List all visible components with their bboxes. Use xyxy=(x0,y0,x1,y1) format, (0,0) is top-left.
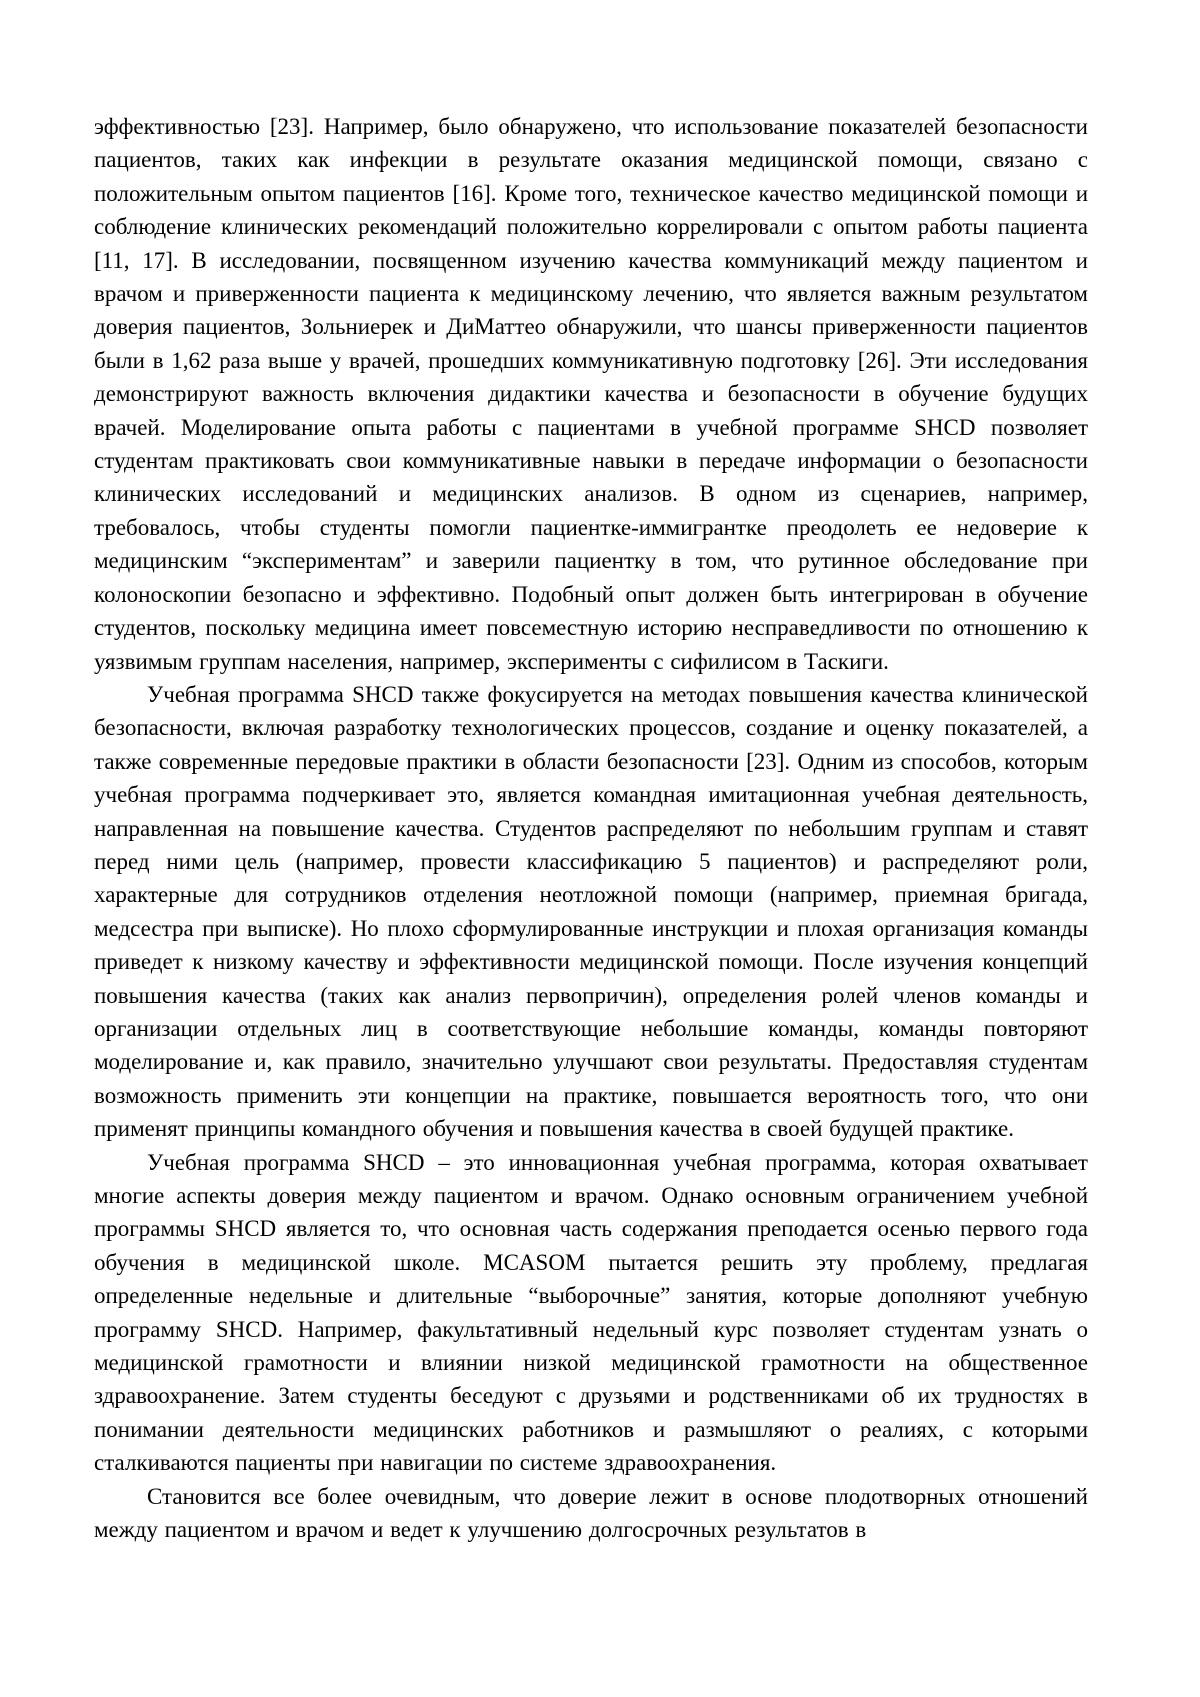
paragraph-4: Становится все более очевидным, что доверие лежит в основе плодотворных отношений между пациентом и врачом и ведет к улучшению долгосрочных результатов в xyxy=(94,1483,1088,1543)
paragraph-3: Учебная программа SHCD – это инновационная учебная программа, которая охватывает многие аспекты доверия между пациентом и врачом. Однако основным ограничением учебной программы SHCD является то, что основная часть содержания преподается осенью первого года обучения в медицинской школе. MCASOM пытается решить эту проблему, предлагая определенные недельные и длительные “выборочные” занятия, которые дополняют учебную программу SHCD. Например, факультативный недельный курс позволяет студентам узнать о медицинской грамотности и влиянии низкой медицинской грамотности на общественное здравоохранение. Затем студенты беседуют с друзьями и родственниками об их трудностях в понимании деятельности медицинских работников и размышляют о реалиях, с которыми сталкиваются пациенты при навигации по системе здравоохранения. xyxy=(94,1149,1088,1476)
paragraph-2: Учебная программа SHCD также фокусируется на методах повышения качества клинической безопасности, включая разработку технологических процессов, создание и оценку показателей, а также современные передовые практики в области безопасности [23]. Одним из способов, которым учебная программа подчеркивает это, является командная имитационная учебная деятельность, направленная на повышение качества. Студентов распределяют по небольшим группам и ставят перед ними цель (например, провести классификацию 5 пациентов) и распределяют роли, характерные для сотрудников отделения неотложной помощи (например, приемная бригада, медсестра при выписке). Но плохо сформулированные инструкции и плохая организация команды приведет к низкому качеству и эффективности медицинской помощи. После изучения концепций повышения качества (таких как анализ первопричин), определения ролей членов команды и организации отдельных лиц в соответствующие небольшие команды, команды повторяют моделирование и, как правило, значительно улучшают свои результаты. Предоставляя студентам возможность применить эти концепции на практике, повышается вероятность того, что они применят принципы командного обучения и повышения качества в своей будущей практике. xyxy=(94,681,1088,1142)
paragraph-1: эффективностью [23]. Например, было обнаружено, что использование показателей безопасности пациентов, таких как инфекции в результате оказания медицинской помощи, связано с положительным опытом пациентов [16]. Кроме того, техническое качество медицинской помощи и соблюдение клинических рекомендаций положительно коррелировали с опытом работы пациента [11, 17]. В исследовании, посвященном изучению качества коммуникаций между пациентом и врачом и приверженности пациента к медицинскому лечению, что является важным результатом доверия пациентов, Зольниерек и ДиМаттео обнаружили, что шансы приверженности пациентов были в 1,62 раза выше у врачей, прошедших коммуникативную подготовку [26]. Эти исследования демонстрируют важность включения дидактики качества и безопасности в обучение будущих врачей. Моделирование опыта работы с пациентами в учебной программе SHCD позволяет студентам практиковать свои коммуникативные навыки в передаче информации о безопасности клинических исследований и медицинских анализов. В одном из сценариев, например, требовалось, чтобы студенты помогли пациентке-иммигрантке преодолеть ее недоверие к медицинским “экспериментам” и заверили пациентку в том, что рутинное обследование при колоноскопии безопасно и эффективно. Подобный опыт должен быть интегрирован в обучение студентов, поскольку медицина имеет повсеместную историю несправедливости по отношению к уязвимым группам населения, например, эксперименты с сифилисом в Таскиги. xyxy=(94,114,1088,674)
